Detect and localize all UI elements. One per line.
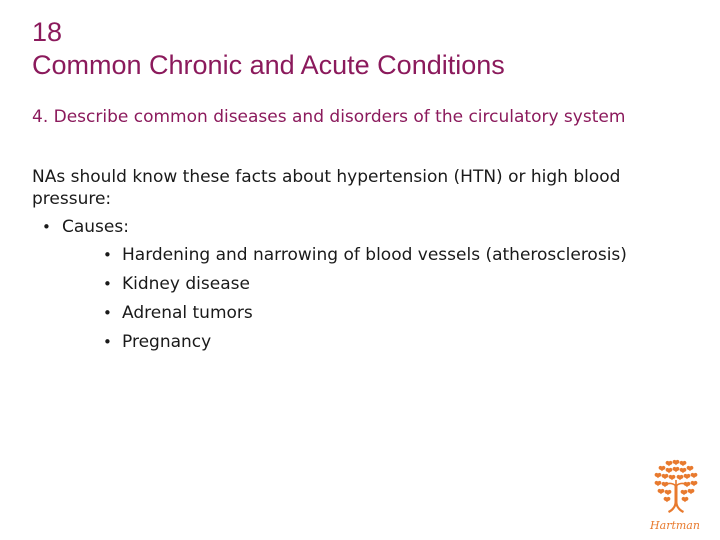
- chapter-title: Common Chronic and Acute Conditions: [32, 50, 505, 80]
- learning-objective: 4. Describe common diseases and disorders of the circulatory system: [32, 107, 626, 127]
- logo-wordmark: Hartman: [650, 519, 700, 532]
- page-title: [32, 16, 505, 82]
- intro-text: NAs should know these facts about hypertension (HTN) or high blood pressure:: [32, 167, 621, 209]
- bullet-icon: •: [103, 333, 112, 351]
- bullet-icon: •: [103, 304, 112, 322]
- bullet-icon: •: [103, 246, 112, 264]
- sub-list-item: [32, 331, 682, 353]
- list-item-causes: [32, 216, 682, 238]
- sub-list-item: [32, 273, 682, 295]
- sub-list-item-label: Hardening and narrowing of blood vessels (atherosclerosis): [122, 245, 627, 265]
- sub-list-item: [32, 302, 682, 324]
- sub-list-item-label: Pregnancy: [122, 332, 212, 352]
- hartman-logo: [640, 456, 710, 536]
- list-item-label: Causes:: [62, 217, 129, 237]
- bullet-icon: •: [103, 275, 112, 293]
- slide-body: [32, 166, 682, 360]
- heart-tree-icon: [640, 456, 710, 536]
- chapter-number: 18: [32, 17, 63, 47]
- bullet-icon: •: [42, 218, 51, 236]
- sub-list-item-label: Adrenal tumors: [122, 303, 253, 323]
- sub-list-item-label: Kidney disease: [122, 274, 250, 294]
- sub-list-item: [32, 244, 682, 266]
